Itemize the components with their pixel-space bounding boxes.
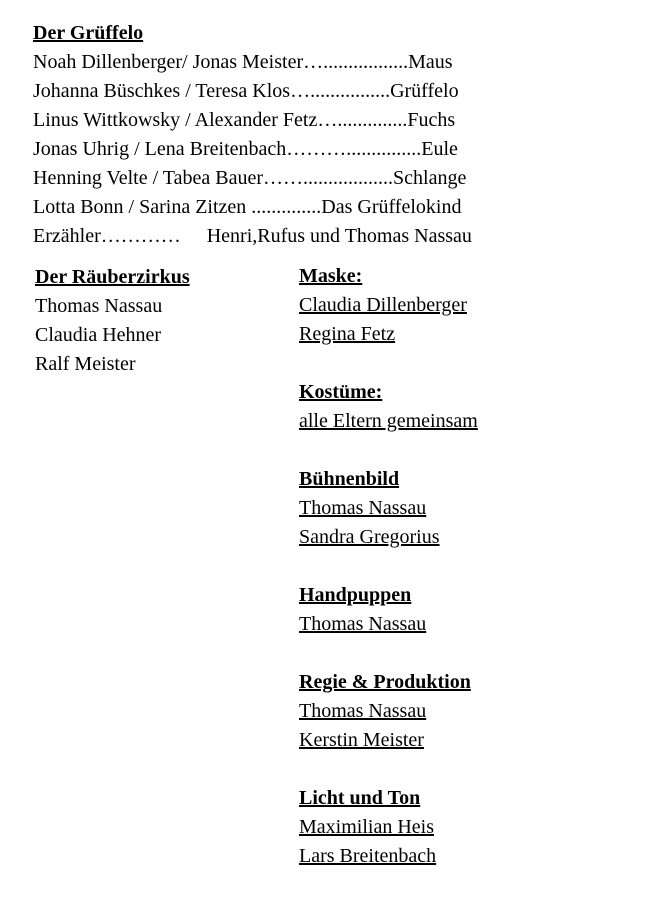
cast-row: Jonas Uhrig / Lena Breitenbach………...............Eule xyxy=(33,138,458,160)
cast-row: Johanna Büschkes / Teresa Klos…................Grüffelo xyxy=(33,80,459,102)
crew-member: Sandra Gregorius xyxy=(299,526,440,548)
crew-member: Claudia Dillenberger xyxy=(299,294,467,316)
crew-member: Thomas Nassau xyxy=(299,700,427,722)
circus-row: Thomas Nassau xyxy=(35,295,163,317)
cast-row: Lotta Bonn / Sarina Zitzen ..............Das Grüffelokind xyxy=(33,196,462,218)
narrator-row xyxy=(33,222,633,251)
cast-title: Der Grüffelo xyxy=(33,22,144,44)
crew-member: Maximilian Heis xyxy=(299,816,434,838)
crew-section-licht-ton xyxy=(299,784,639,871)
narrator-names: Henri,Rufus und Thomas Nassau xyxy=(206,225,472,247)
crew-member: Lars Breitenbach xyxy=(299,845,437,867)
crew-list xyxy=(299,262,639,900)
crew-section-title: Licht und Ton xyxy=(299,787,421,809)
crew-member: alle Eltern gemeinsam xyxy=(299,410,478,432)
crew-section-title: Bühnenbild xyxy=(299,468,400,490)
crew-section-kostueme xyxy=(299,378,639,436)
crew-section-title: Kostüme: xyxy=(299,381,383,403)
cast-row: Henning Velte / Tabea Bauer……..................Schlange xyxy=(33,167,467,189)
crew-section-title: Regie & Produktion xyxy=(299,671,471,693)
crew-member: Thomas Nassau xyxy=(299,497,427,519)
cast-row: Noah Dillenberger/ Jonas Meister….................Maus xyxy=(33,51,453,73)
crew-section-maske xyxy=(299,262,639,349)
cast-list-grueffelo xyxy=(33,19,633,251)
crew-section-buehnenbild xyxy=(299,465,639,552)
crew-section-handpuppen xyxy=(299,581,639,639)
circus-title: Der Räuberzirkus xyxy=(35,266,190,288)
crew-section-title: Handpuppen xyxy=(299,584,412,606)
crew-section-title: Maske: xyxy=(299,265,363,287)
crew-member: Thomas Nassau xyxy=(299,613,427,635)
narrator-label: Erzähler………… xyxy=(33,225,181,247)
circus-row: Claudia Hehner xyxy=(35,324,162,346)
crew-member: Regina Fetz xyxy=(299,323,396,345)
cast-row: Linus Wittkowsky / Alexander Fetz…..............Fuchs xyxy=(33,109,456,131)
circus-row: Ralf Meister xyxy=(35,353,136,375)
crew-member: Kerstin Meister xyxy=(299,729,424,751)
crew-section-regie xyxy=(299,668,639,755)
cast-list-raeuberzirkus xyxy=(35,263,190,379)
